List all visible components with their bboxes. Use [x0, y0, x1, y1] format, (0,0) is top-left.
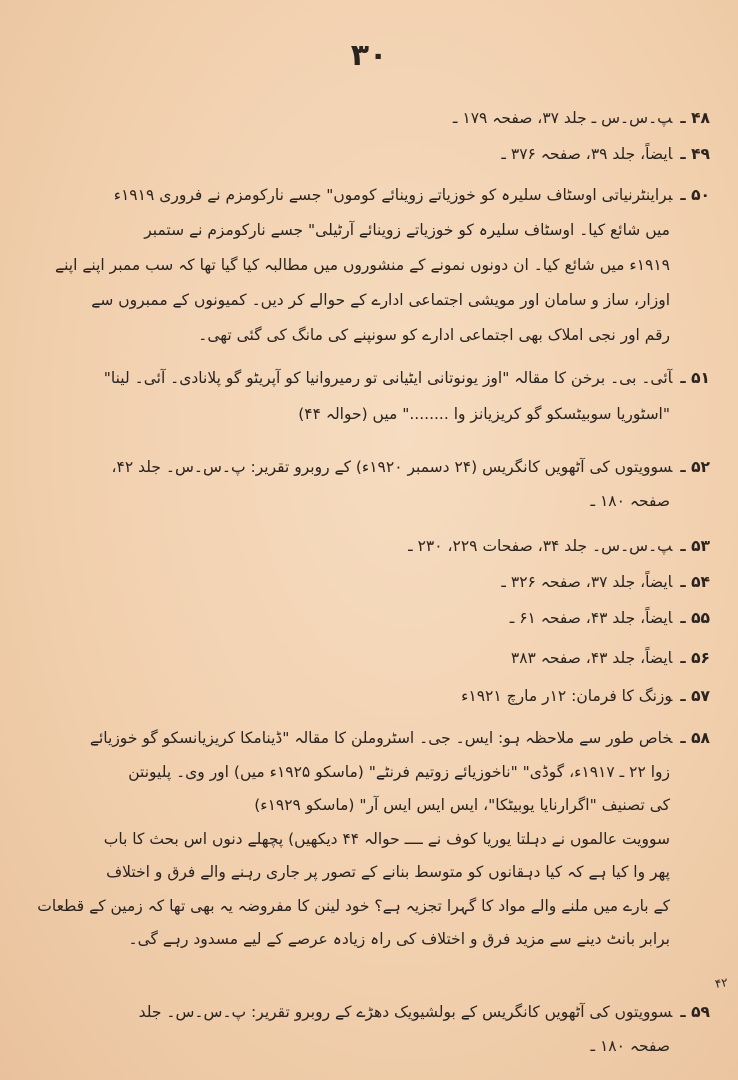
margin-annotation: ۴۲ [713, 974, 730, 992]
footnote-59 [36, 995, 710, 1063]
footnote-number: ۵۶ ـ [680, 649, 710, 667]
footnote-line: براینٹرنیاتی اوسٹاف سلیرہ کو خوزیاتے زوینائے کوموں" جسے نارکومزم نے فروری ۱۹۱۹ء [113, 186, 673, 204]
footnote-51 [36, 360, 710, 432]
footnote-number: ۵۲ ـ [680, 458, 710, 476]
footnote-54 [36, 568, 710, 596]
footnote-line: کے بارے میں ملنے والے مواد کا گہرا تجزیہ ہے؟ خود لینن کا مفروضہ یہ بھی تھا کہ زمین کے قطعات [37, 896, 670, 915]
footnote-57 [36, 682, 710, 710]
footnote-line: صفحہ ۱۸۰ ـ [590, 492, 670, 510]
footnote-55 [36, 604, 710, 632]
footnote-50 [36, 178, 710, 353]
footnote-number: ۵۳ ـ [680, 537, 710, 555]
footnote-number: ۵۴ ـ [680, 573, 710, 591]
footnote-line: رقم اور نجی املاک بھی اجتماعی ادارے کو سونپنے کی مانگ کی گئی تھی۔ [198, 326, 670, 344]
footnote-48 [36, 104, 710, 132]
footnote-line: آئی۔ بی۔ برخن کا مقالہ "اوز یونوتانی ایٹیانی تو رمیروانیا کو آپریٹو گو پلانادی۔ آئی۔ لینا" [103, 369, 673, 387]
footnote-line: صفحہ ۱۸۰ ـ [590, 1037, 670, 1055]
footnote-58 [36, 722, 710, 957]
footnote-line: سوویت عالموں نے دہلتا یوریا کوف نے ــــ حوالہ ۴۴ دیکھیں) پچھلے دنوں اس بحث کا باب [103, 829, 670, 848]
footnote-number: ۴۹ ـ [680, 145, 710, 163]
footnote-line: خاص طور سے ملاحظہ ہو: ایس۔ جی۔ اسٹروملن کا مقالہ "ڈینامکا کریزیانسکو گو خوزیائے [89, 729, 673, 747]
footnote-number: ۵۱ ـ [680, 369, 710, 387]
footnote-line: سوویتوں کی آٹھویں کانگریس کے بولشیویک دھڑے کے روبرو تقریر: پ۔س۔س۔ جلد [138, 1003, 673, 1021]
footnote-line: "اسٹوریا سوبیٹسکو گو کریزیانز وا ........" میں (حوالہ ۴۴) [298, 405, 670, 423]
footnote-line: پ۔س۔س ـ جلد ۳۷، صفحہ ۱۷۹ ـ [452, 109, 673, 127]
page-number: ۳۰ [350, 38, 388, 73]
footnote-number: ۵۷ ـ [680, 687, 710, 705]
footnote-line: کی تصنیف "اگرارنایا یوبیٹکا"، ایس ایس ایس آر" (ماسکو ۱۹۲۹ء) [254, 796, 670, 814]
footnote-number: ۵۵ ـ [680, 609, 710, 627]
footnote-line: پھر وا کیا ہے کہ کیا دہقانوں کو متوسط بنانے کے تصور پر جاری رہنے والے فرق و اختلاف [106, 863, 670, 881]
footnote-52 [36, 450, 710, 518]
footnote-number: ۵۹ ـ [680, 1003, 710, 1021]
footnote-line: برابر بانٹ دینے سے مزید فرق و اختلاف کی راہ زیادہ عرصے کے لیے مسدود رہے گی۔ [128, 930, 670, 948]
footnote-line: ایضاً، جلد ۳۹، صفحہ ۳۷۶ ـ [501, 145, 673, 163]
footnote-line: میں شائع کیا۔ اوسٹاف سلیرہ کو خوزیاتے زوینائے آرٹیلی" جسے نارکومزم نے ستمبر [144, 221, 670, 239]
footnote-line: ایضاً، جلد ۳۷، صفحہ ۳۲۶ ـ [501, 573, 673, 591]
footnote-line: سوویتوں کی آٹھویں کانگریس (۲۴ دسمبر ۱۹۲۰ء) کے روبرو تقریر: پ۔س۔س۔ جلد ۴۲، [111, 458, 673, 476]
footnote-56 [36, 644, 710, 672]
footnote-53 [36, 532, 710, 560]
footnote-line: زوا ۲۲ ـ ۱۹۱۷ء، گوڈی" "ناخوزیائے زوتیم فرنٹے" (ماسکو ۱۹۲۵ء میں) اور وی۔ پلیونتن [128, 762, 670, 781]
footnote-line: ایضاً، جلد ۴۳، صفحہ ۳۸۳ [510, 649, 673, 667]
footnote-49 [36, 140, 710, 168]
footnote-line: ۱۹۱۹ء میں شائع کیا۔ ان دونوں نمونے کے منشوروں میں مطالبہ کیا گیا تھا کہ سب ممبر اپنے اپنے [55, 256, 670, 274]
footnote-line: پ۔س۔س۔ جلد ۳۴، صفحات ۲۲۹، ۲۳۰ ـ [408, 537, 673, 555]
footnote-line: وزنگ کا فرمان: ۱۲ر مارچ ۱۹۲۱ء [461, 687, 673, 705]
footnote-number: ۵۸ ـ [680, 729, 710, 747]
footnote-line: اوزار، ساز و سامان اور مویشی اجتماعی ادارے کے حوالے کر دیں۔ کمیونوں کے ممبروں سے [91, 291, 670, 309]
footnote-number: ۵۰ ـ [680, 186, 710, 204]
footnote-line: ایضاً، جلد ۴۳، صفحہ ۶۱ ـ [509, 609, 673, 627]
footnote-number: ۴۸ ـ [680, 109, 710, 127]
